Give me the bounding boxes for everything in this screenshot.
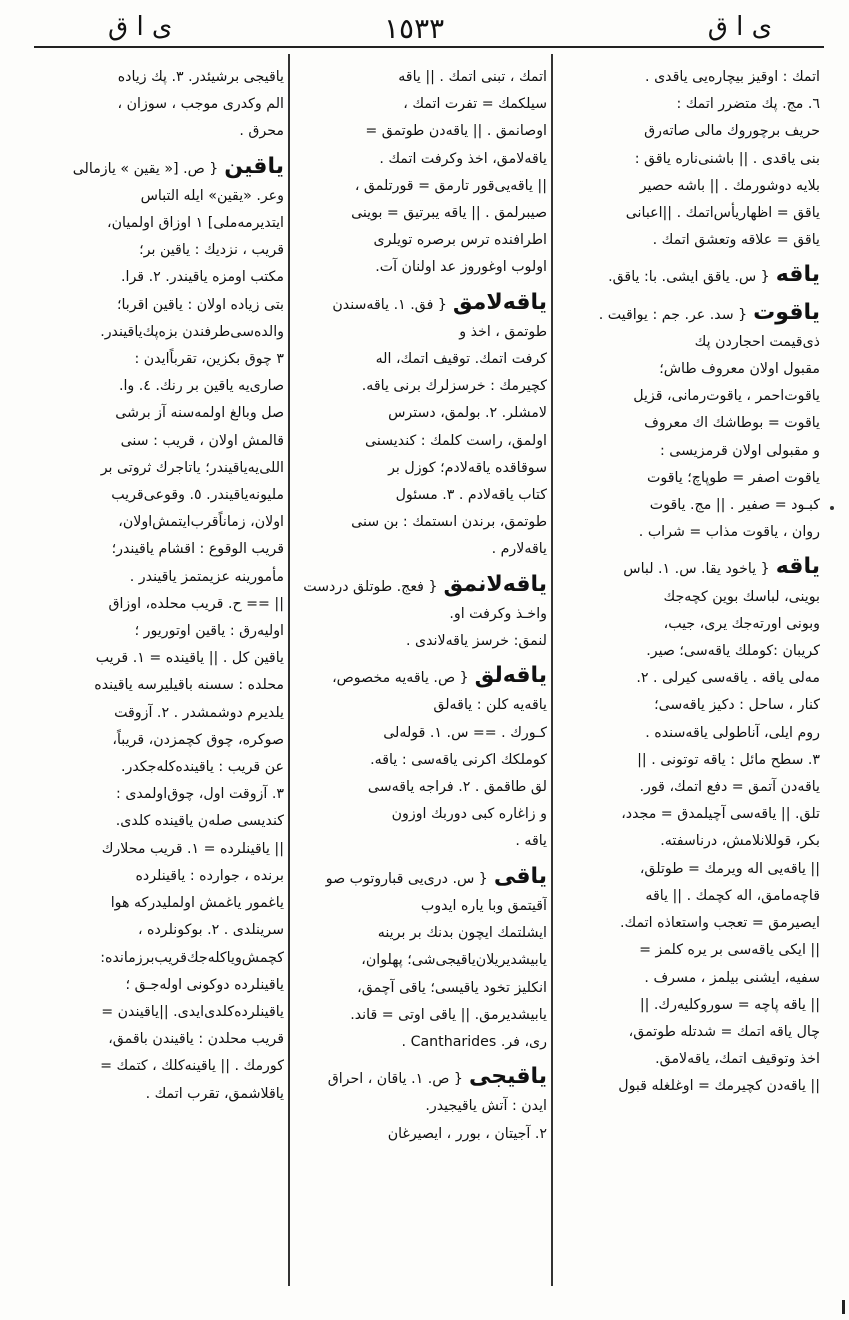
- entry-line: [293, 774, 547, 801]
- entry-line: [18, 118, 284, 145]
- entry-line: [293, 893, 547, 920]
- line-text: صل وبالغ اولمه‌سنه آز برشى: [115, 405, 284, 422]
- line-text: اللى‌يه‌ياقيندر؛ ياتاجرك ثروتى بر: [100, 459, 284, 476]
- entry-line: [18, 618, 284, 645]
- line-text: كتاب ياقه‌لادم . ٣. مسئول: [395, 487, 547, 504]
- entry-line: [293, 455, 547, 482]
- line-text: بلايه دوشورمك . || باشه حصير: [639, 177, 820, 194]
- line-text: { س. درى‌يى قباروتوب صو: [325, 870, 488, 887]
- line-text: لنمق: خرسز ياقه‌لاندى .: [405, 633, 547, 650]
- entry-line: [18, 999, 284, 1026]
- entry-line: [293, 1002, 547, 1029]
- entry-line: [556, 492, 820, 519]
- line-text: || ياقينلرده = ١. قريب محلارك: [101, 840, 284, 857]
- header-rule: [34, 46, 824, 48]
- line-text: ياقينلرده دوكونى اوله‌جـق ؛: [125, 976, 284, 993]
- line-text: يلديرم دوشمشدر . ٢. آزوقت: [114, 704, 284, 721]
- line-text: ياقه .: [515, 833, 547, 850]
- column-divider-right: [551, 54, 553, 1286]
- line-text: { س. ياقق ايشى. با: ياقق.: [608, 269, 770, 286]
- entry-line: [18, 808, 284, 835]
- line-text: { ص. [« يقين » يازمالى: [72, 160, 219, 177]
- entry-line: [293, 200, 547, 227]
- entry-line: [556, 638, 820, 665]
- page-number: ١٥٣٣: [384, 12, 445, 45]
- entry-line: [18, 591, 284, 618]
- line-text: || ياقه‌يى اله ويرمك = طوتلق،: [639, 860, 820, 877]
- entry-line: [18, 210, 284, 237]
- line-text: مأمورينه عزيمتمز ياقيندر .: [129, 568, 284, 585]
- line-text: اطرافنده ترس برصره تويلرى: [373, 232, 547, 249]
- entry-line: [293, 400, 547, 427]
- entry-line: [293, 146, 547, 173]
- entry-line: [18, 863, 284, 890]
- entry-line: [18, 237, 284, 264]
- entry-line: [556, 146, 820, 173]
- line-text: اولوب اوغوروز عد اولنان آت.: [375, 259, 547, 276]
- entry-line: [556, 965, 820, 992]
- line-text: كبـود = صفير . || مج. ياقوت: [649, 497, 820, 514]
- line-text: كچيرمك : خرسزلرك برنى ياقه.: [361, 378, 547, 395]
- entry-line: [556, 937, 820, 964]
- entry-line: [293, 661, 547, 692]
- entry-line: [293, 288, 547, 319]
- entry-line: [293, 227, 547, 254]
- line-text: لق طاقمق . ٢. فراجه ياقه‌سى: [367, 779, 547, 796]
- line-text: { ياخود يقا. س. ١. لباس: [623, 561, 770, 578]
- entry-line: [556, 356, 820, 383]
- line-text: قريب ، نزديك : ياقين بر؛: [139, 242, 284, 259]
- line-text: قريب محلدن : ياقيندن باقمق،: [108, 1031, 284, 1048]
- line-text: الم وكدرى موجب ، سوزان ،: [117, 96, 284, 113]
- line-text: كرفت اتمك. توقيف اتمك، اله: [375, 351, 547, 368]
- entry-line: [556, 1019, 820, 1046]
- entry-line: [18, 183, 284, 210]
- entry-line: [293, 254, 547, 281]
- entry-line: [556, 747, 820, 774]
- line-text: لامشلر. ٢. بولمق، دسترس: [388, 405, 547, 422]
- line-text: وعر. «يقين» ايله التباس: [140, 187, 284, 204]
- line-text: و مقبولى اولان قرمزيسى :: [660, 442, 820, 459]
- entry-line: [556, 118, 820, 145]
- line-text: ٢. آجيتان ، بورر ، ايصيرغان: [387, 1125, 547, 1142]
- line-text: كنار ، ساحل : دكيز ياقه‌سى؛: [654, 697, 820, 714]
- entry-line: [293, 1062, 547, 1093]
- line-text: حريف برچوروك مالى صاته‌رق: [644, 123, 820, 140]
- line-text: مه‌لى ياقه . ياقه‌سى كيرلى . ٢.: [636, 670, 820, 687]
- entry-line: [293, 509, 547, 536]
- line-text: || == ح. قريب محلده، اوزاق: [108, 595, 284, 612]
- entry-line: [18, 945, 284, 972]
- dictionary-entry: [18, 64, 284, 146]
- entry-line: [293, 570, 547, 601]
- entry-line: [556, 1046, 820, 1073]
- entry-line: [18, 482, 284, 509]
- entry-line: [556, 774, 820, 801]
- entry-line: [556, 883, 820, 910]
- entry-line: [293, 346, 547, 373]
- line-text: كـورك . == س. ١. قوله‌لى: [383, 724, 547, 741]
- line-text: ايشلتمك ايچون بدنك بر برينه: [377, 925, 547, 942]
- entry-line: [18, 754, 284, 781]
- dictionary-entry: [293, 661, 547, 855]
- entry-line: [18, 64, 284, 91]
- dictionary-entry: [556, 260, 820, 291]
- line-text: سوقاقده ياقه‌لادم؛ كوزل بر: [388, 459, 547, 476]
- line-text: بتى زياده اولان : ياقين اقربا؛: [116, 296, 284, 313]
- dictionary-entry: [556, 64, 820, 254]
- line-text: اولان، زماناً‌قرب‌ايتمش‌اولان،: [118, 514, 284, 531]
- entry-line: [556, 91, 820, 118]
- line-text: ٣. سطح مائل : ياقه توتونى . ||: [637, 751, 820, 768]
- page-header: [32, 6, 824, 46]
- entry-line: [293, 64, 547, 91]
- line-text: يابيشديريلان‌ياقيجى‌شى؛ پهلوان،: [361, 952, 547, 969]
- line-text: رى، فر. Cantharides .: [401, 1033, 547, 1050]
- line-text: { سد. عر. جم : يواقيت .: [598, 306, 748, 323]
- entry-line: [293, 720, 547, 747]
- line-text: طوتمق ، اخذ و: [459, 323, 547, 340]
- line-text: صوكره، چوق كچمزدن، قريباً،: [112, 731, 284, 748]
- entry-line: [18, 455, 284, 482]
- line-text: سفيه، ايشنى بيلمز ، مسرف .: [644, 969, 820, 986]
- entry-line: [556, 1073, 820, 1100]
- running-head-left: ى ا ق: [108, 12, 173, 42]
- line-text: { ص. ياقه‌يه مخصوص،: [332, 670, 469, 687]
- entry-line: [293, 692, 547, 719]
- line-text: روان ، ياقوت مذاب = شراب .: [638, 524, 820, 541]
- line-text: ياقلاشمق، تقرب اتمك .: [145, 1085, 284, 1102]
- entry-line: [556, 383, 820, 410]
- entry-line: [18, 564, 284, 591]
- line-text: روم ايلى، آناطولى ياقه‌سنده .: [645, 724, 820, 741]
- line-text: سرينلدى . ٢. بوكونلرده ،: [137, 922, 284, 939]
- entry-line: [556, 856, 820, 883]
- headword: ياقه: [775, 554, 820, 580]
- line-text: كريبان :كوملك ياقه‌سى؛ صير.: [646, 643, 820, 660]
- line-text: مكتب اومزه ياقيندر. ٢. قرا.: [121, 269, 284, 286]
- entry-line: [556, 692, 820, 719]
- line-text: واخـذ وكرفت او.: [449, 605, 547, 622]
- entry-line: [556, 410, 820, 437]
- entry-line: [18, 509, 284, 536]
- dictionary-entry: [293, 862, 547, 1056]
- dictionary-entry: [293, 288, 547, 564]
- line-text: عن قريب : ياقينده‌كله‌جكدر.: [120, 759, 284, 776]
- margin-dot: [830, 506, 834, 510]
- entry-line: [556, 720, 820, 747]
- entry-line: [18, 373, 284, 400]
- entry-line: [556, 910, 820, 937]
- line-text: آقيتمق وبا ياره ايدوب: [420, 897, 547, 914]
- line-text: بكر، قوللانلامش، درناسفته.: [660, 833, 820, 850]
- line-text: محرق .: [239, 123, 284, 140]
- line-text: و زاغاره كبى دوربك اوزون: [391, 806, 547, 823]
- line-text: طوتمق، برندن اىستمك : بن سنى: [351, 514, 547, 531]
- dictionary-entry: [18, 152, 284, 1108]
- line-text: || ايكى ياقه‌سى بر يره كلمز =: [639, 942, 820, 959]
- entry-line: [293, 920, 547, 947]
- entry-line: [293, 482, 547, 509]
- entry-line: [18, 836, 284, 863]
- line-text: ذى‌قيمت احجاردن پك: [694, 333, 820, 350]
- entry-line: [18, 428, 284, 455]
- entry-line: [293, 428, 547, 455]
- headword: ياقيجى: [468, 1064, 547, 1090]
- entry-line: [556, 200, 820, 227]
- line-text: اتمك ، تبنى اتمك . || ياقه: [398, 69, 547, 85]
- entry-line: [18, 1081, 284, 1108]
- line-text: كورمك . || ياقينه‌كلك ، كتمك =: [100, 1058, 284, 1075]
- line-text: قالمش اولان ، قريب : سنى: [120, 432, 284, 449]
- line-text: صيبرلمق . || ياقه يبرتيق = بوينى: [351, 205, 547, 222]
- line-text: وبونى اورته‌جك يرى، جيب،: [663, 615, 820, 632]
- line-text: ياقق = اظهاريأس‌اتمك . ||اعبانى: [625, 205, 820, 222]
- entry-line: [556, 329, 820, 356]
- line-text: بوينى، لباسك بوين كچه‌جك: [663, 588, 820, 605]
- entry-line: [556, 438, 820, 465]
- line-text: سيلكمك = تفرت اتمك ،: [403, 96, 547, 113]
- headword: ياقوت: [753, 299, 820, 325]
- entry-line: [293, 91, 547, 118]
- entry-line: [556, 227, 820, 254]
- line-text: ياقه‌لارم .: [491, 541, 547, 558]
- line-text: || ياقه‌يى‌قور تارمق = قورتلمق ،: [354, 177, 547, 194]
- line-text: ياقوت‌احمر ، ياقوت‌رمانى، قزيل: [633, 388, 820, 405]
- line-text: محلده : سسنه باقيليرسه ياقينده: [94, 677, 284, 694]
- entry-line: [18, 152, 284, 183]
- line-text: بنى ياقدى . || باشنى‌ناره ياقق :: [634, 150, 820, 167]
- entry-line: [293, 862, 547, 893]
- entry-line: [18, 1053, 284, 1080]
- column-left: [18, 58, 284, 1286]
- entry-line: [293, 1093, 547, 1120]
- dictionary-entry: [556, 298, 820, 547]
- headword: ياقه‌لق: [474, 663, 547, 689]
- line-text: كچمش‌وياكله‌جك‌قريب‌برزمانده:: [100, 949, 284, 966]
- entry-line: [556, 173, 820, 200]
- entry-line: [18, 890, 284, 917]
- line-text: كوملكك اكرنى ياقه‌سى : ياقه.: [370, 751, 547, 768]
- entry-line: [293, 601, 547, 628]
- line-text: ايتديرمه‌ملى] ١ اوزاق اولميان،: [107, 215, 284, 232]
- entry-line: [18, 1026, 284, 1053]
- entry-line: [556, 611, 820, 638]
- headword: ياقه: [775, 262, 820, 288]
- line-text: ايصيرمق = تعجب واستعاذه اتمك.: [620, 915, 820, 932]
- entry-line: [293, 1029, 547, 1056]
- entry-line: [556, 298, 820, 329]
- headword: ياقى: [493, 863, 547, 889]
- entry-line: [556, 465, 820, 492]
- headword: ياقين: [224, 153, 284, 179]
- dictionary-entry: [293, 570, 547, 656]
- line-text: ٦. مج. پك متضرر اتمك :: [676, 96, 820, 113]
- line-text: ٣. آزوقت اول، چوق‌اولمدى :: [116, 786, 284, 803]
- line-text: اوصانمق . || ياقه‌دن طوتمق =: [365, 123, 547, 140]
- line-text: انكليز تخود ياقيسى؛ ياقى آچمق،: [357, 979, 547, 996]
- entry-line: [18, 292, 284, 319]
- line-text: ياقه‌لامق، اخذ وكرفت اتمك .: [379, 150, 547, 167]
- entry-line: [18, 319, 284, 346]
- entry-line: [556, 552, 820, 583]
- dictionary-entry: [293, 64, 547, 282]
- line-text: اولمق، راست كلمك : كنديسنى: [365, 432, 547, 449]
- entry-line: [18, 700, 284, 727]
- line-text: ياقيجى برشيئدر. ٣. پك زياده: [117, 69, 284, 85]
- entry-line: [293, 118, 547, 145]
- entry-line: [18, 727, 284, 754]
- entry-line: [18, 264, 284, 291]
- entry-line: [293, 173, 547, 200]
- entry-line: [293, 536, 547, 563]
- entry-line: [293, 319, 547, 346]
- entry-line: [18, 672, 284, 699]
- line-text: مليونه‌ياقيندر. ٥. وقوعى‌قريب: [111, 487, 284, 504]
- entry-line: [556, 992, 820, 1019]
- line-text: اوليه‌رق : ياقين اوتوريور ؛: [134, 623, 284, 640]
- line-text: ياقه‌دن آتمق = دفع اتمك، قور.: [639, 779, 820, 796]
- entry-line: [556, 64, 820, 91]
- entry-line: [293, 1121, 547, 1148]
- entry-line: [18, 972, 284, 999]
- line-text: ٣ چوق بكزين، تقرباًايدن :: [134, 351, 284, 368]
- line-text: والده‌سى‌طرفندن بزه‌پك‌ياقيندر.: [100, 323, 284, 340]
- line-text: { فعج. طوتلق دردست: [303, 578, 438, 595]
- entry-line: [293, 628, 547, 655]
- line-text: ياقه‌يه كلن : ياقه‌لق: [433, 697, 547, 714]
- entry-line: [18, 346, 284, 373]
- line-text: ياغمور ياغمش اولمليدركه هوا: [110, 895, 284, 912]
- line-text: قريب الوقوع : اقشام ياقيندر؛: [111, 541, 284, 558]
- line-text: كنديسى صله‌ن ياقينده كلدى.: [115, 813, 284, 830]
- line-text: برنده ، جوارده : ياقينلرده: [135, 867, 284, 884]
- entry-line: [18, 536, 284, 563]
- entry-line: [293, 373, 547, 400]
- entry-line: [18, 917, 284, 944]
- entry-line: [293, 828, 547, 855]
- entry-line: [18, 400, 284, 427]
- entry-line: [556, 828, 820, 855]
- column-divider-left: [288, 54, 290, 1286]
- running-head-right: ى ا ق: [707, 12, 772, 42]
- line-text: ياقين كل . || ياقينده = ١. قريب: [95, 650, 284, 667]
- entry-line: [293, 801, 547, 828]
- line-text: قاچه‌مامق، اله كچمك . || ياقه: [645, 887, 820, 904]
- line-text: ياقوت = بوطاشك اك معروف: [644, 415, 820, 432]
- line-text: ايدن : آتش ياقيجيدر.: [425, 1098, 547, 1115]
- entry-line: [18, 781, 284, 808]
- line-text: يابيشديرمق. || ياقى اوتى = قاند.: [350, 1006, 547, 1023]
- entry-line: [18, 91, 284, 118]
- entry-line: [18, 645, 284, 672]
- line-text: ياقينلرده‌كلدى‌ايدى. ||ياقيندن =: [101, 1003, 284, 1020]
- entry-line: [293, 947, 547, 974]
- entry-line: [556, 260, 820, 291]
- line-text: || ياقه‌دن كچيرمك = اوغلغله قبول: [618, 1078, 820, 1095]
- line-text: { ص. ١. ياقان ، احراق: [327, 1071, 463, 1088]
- dictionary-entry: [293, 1062, 547, 1148]
- dictionary-entry: [556, 552, 820, 1100]
- line-text: تلق. || ياقه‌سى آچيلمدق = مجدد،: [621, 806, 820, 823]
- entry-line: [556, 584, 820, 611]
- line-text: چال ياقه اتمك = شدتله طوتمق،: [628, 1023, 820, 1040]
- entry-line: [293, 747, 547, 774]
- entry-line: [556, 665, 820, 692]
- line-text: اتمك : اوقيز بيچاره‌يى ياقدى .: [645, 69, 820, 85]
- line-text: { فق. ١. ياقه‌سندن: [332, 296, 447, 313]
- margin-mark: [842, 1300, 845, 1314]
- entry-line: [293, 975, 547, 1002]
- line-text: ياقق = علاقه وتعشق اتمك .: [652, 232, 820, 249]
- headword: ياقه‌لانمق: [443, 571, 547, 597]
- entry-line: [556, 519, 820, 546]
- column-middle: [293, 58, 547, 1286]
- line-text: مقبول اولان معروف طاش؛: [659, 361, 820, 378]
- headword: ياقه‌لامق: [452, 289, 547, 315]
- entry-line: [556, 801, 820, 828]
- line-text: صارى‌يه ياقين بر رنك. ٤. وا.: [118, 378, 284, 395]
- line-text: || ياقه پاچه = سوروكليه‌رك. ||: [639, 996, 820, 1013]
- line-text: اخذ وتوقيف اتمك، ياقه‌لامق.: [655, 1051, 820, 1068]
- line-text: ياقوت اصفر = طوپاچ؛ ياقوت: [647, 469, 820, 486]
- column-right: [556, 58, 820, 1286]
